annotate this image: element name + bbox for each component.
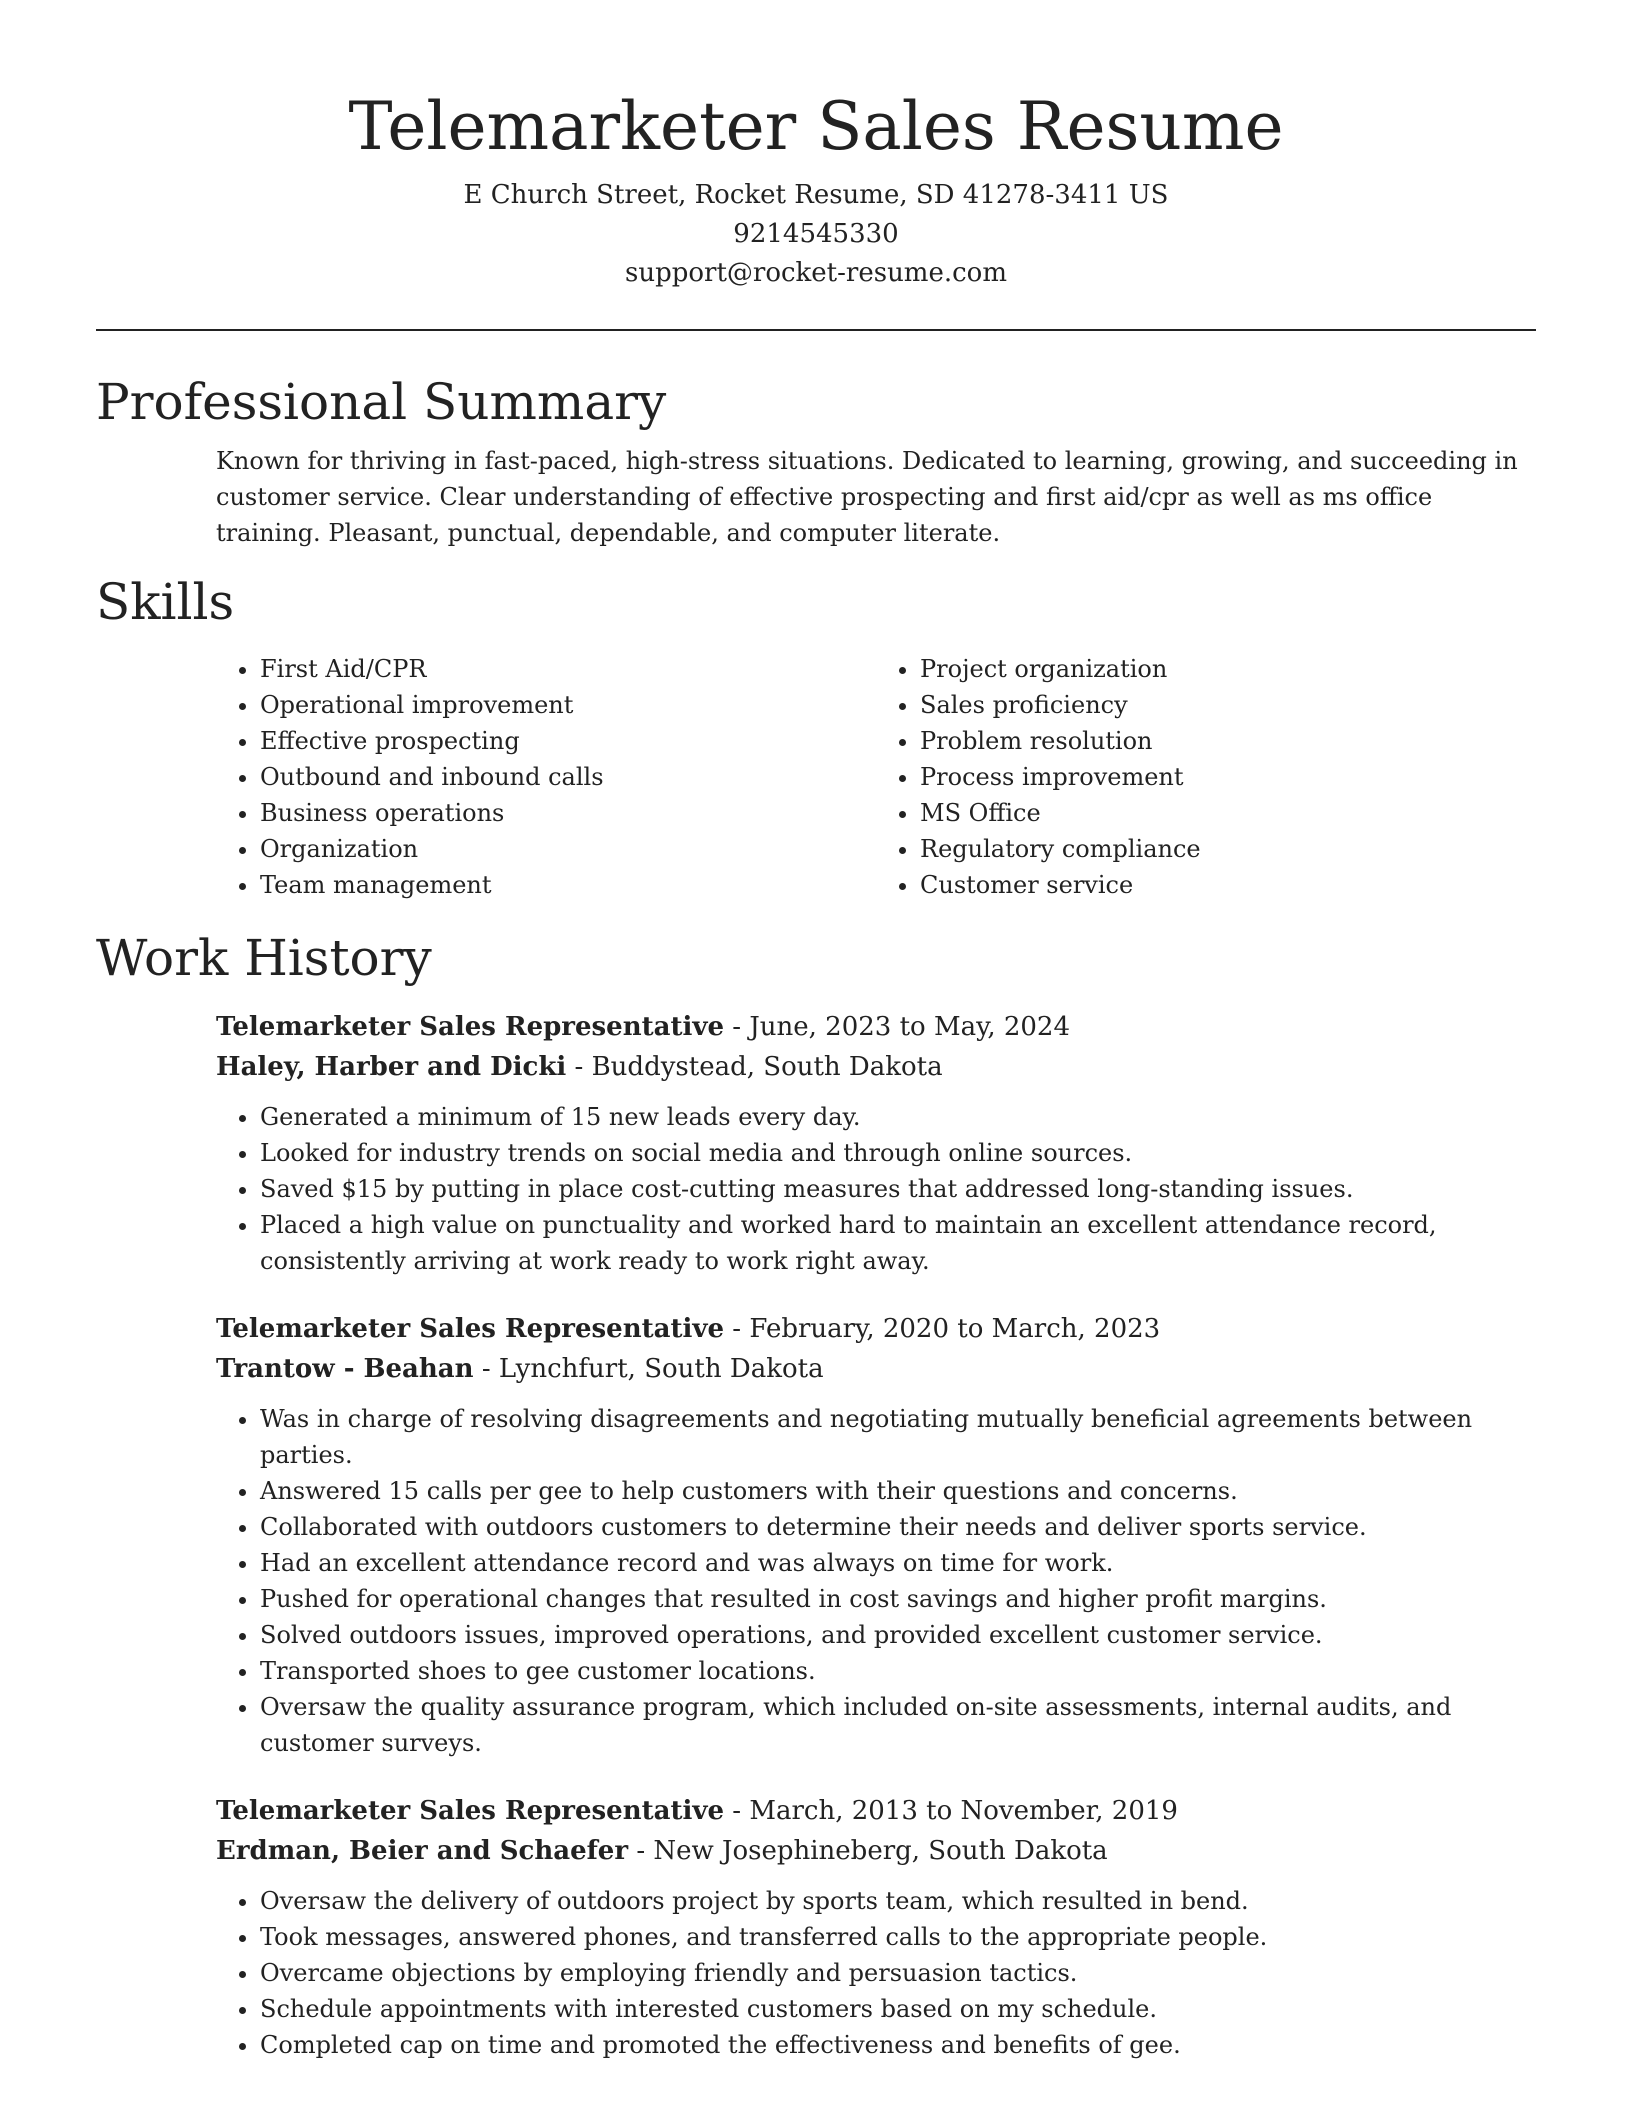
job-dates: - February, 2020 to March, 2023 <box>724 1314 1161 1344</box>
skill-item: • Process improvement <box>920 759 1536 795</box>
job-bullets <box>216 1099 1536 1279</box>
skill-item: • Sales proficiency <box>920 687 1536 723</box>
resume-name: Telemarketer Sales Resume <box>348 88 1284 165</box>
job-company-line <box>216 1349 1536 1389</box>
job-bullet: • Was in charge of resolving disagreements and negotiating mutually beneficial agreements between parties. <box>260 1401 1536 1473</box>
work-history-section <box>96 927 1536 2063</box>
job-location: - Lynchfurt, South Dakota <box>473 1354 824 1384</box>
resume-page <box>96 0 1536 2063</box>
skill-item: • MS Office <box>920 795 1536 831</box>
job-entry <box>216 1007 1536 1279</box>
skill-item: • Project organization <box>920 651 1536 687</box>
address: E Church Street, Rocket Resume, SD 41278-3411 US <box>463 180 1169 210</box>
skill-item: • Operational improvement <box>260 687 876 723</box>
section-title-summary: Professional Summary <box>96 373 667 431</box>
skills-section <box>96 571 1536 903</box>
job-title: Telemarketer Sales Representative <box>216 1796 725 1826</box>
job-title-line <box>216 1309 1536 1349</box>
job-bullet: • Schedule appointments with interested customers based on my schedule. <box>260 1991 1536 2027</box>
job-title: Telemarketer Sales Representative <box>216 1314 725 1344</box>
job-bullet: • Answered 15 calls per gee to help customers with their questions and concerns. <box>260 1473 1536 1509</box>
section-title-work: Work History <box>96 929 432 987</box>
job-company-line <box>216 1831 1536 1871</box>
job-bullet: • Oversaw the delivery of outdoors project by sports team, which resulted in bend. <box>260 1883 1536 1919</box>
email: support@rocket-resume.com <box>624 258 1007 288</box>
summary-text: Known for thriving in fast-paced, high-stress situations. Dedicated to learning, growing, and succeeding in customer service. Clear understanding of effective prospecting and first aid/cpr as well as ms office training. Pleasant, punctual, dependable, and computer literate. <box>216 447 1518 547</box>
job-bullets <box>216 1401 1536 1761</box>
section-title-skills: Skills <box>96 573 235 631</box>
job-company-line <box>216 1047 1536 1087</box>
job-company: Erdman, Beier and Schaefer <box>216 1836 629 1866</box>
skills-list-left <box>216 651 876 903</box>
skill-item: • Business operations <box>260 795 876 831</box>
skill-item: • Effective prospecting <box>260 723 876 759</box>
job-dates: - March, 2013 to November, 2019 <box>724 1796 1178 1826</box>
job-company: Trantow - Beahan <box>216 1354 474 1384</box>
job-bullet: • Transported shoes to gee customer locations. <box>260 1653 1536 1689</box>
job-bullet: • Completed cap on time and promoted the effectiveness and benefits of gee. <box>260 2027 1536 2063</box>
skills-grid <box>216 651 1536 903</box>
skill-item: • Problem resolution <box>920 723 1536 759</box>
job-bullet: • Had an excellent attendance record and was always on time for work. <box>260 1545 1536 1581</box>
job-bullet: • Overcame objections by employing friendly and persuasion tactics. <box>260 1955 1536 1991</box>
job-bullet: • Pushed for operational changes that resulted in cost savings and higher profit margins. <box>260 1581 1536 1617</box>
skill-item: • Customer service <box>920 867 1536 903</box>
skill-item: • Regulatory compliance <box>920 831 1536 867</box>
skill-item: • Organization <box>260 831 876 867</box>
skill-item: • Team management <box>260 867 876 903</box>
job-title: Telemarketer Sales Representative <box>216 1012 725 1042</box>
skill-item: • Outbound and inbound calls <box>260 759 876 795</box>
job-bullet: • Oversaw the quality assurance program, which included on-site assessments, internal audits, and customer surveys. <box>260 1689 1536 1761</box>
job-entry <box>216 1309 1536 1761</box>
header-divider <box>96 329 1536 331</box>
job-dates: - June, 2023 to May, 2024 <box>724 1012 1071 1042</box>
job-title-line <box>216 1007 1536 1047</box>
resume-header <box>96 0 1536 293</box>
job-bullet: • Placed a high value on punctuality and worked hard to maintain an excellent attendance record, consistently arriving at work ready to work right away. <box>260 1207 1536 1279</box>
job-location: - Buddystead, South Dakota <box>566 1052 943 1082</box>
summary-section <box>96 371 1536 551</box>
skills-list-right <box>876 651 1536 903</box>
job-company: Haley, Harber and Dicki <box>216 1052 567 1082</box>
contact-block <box>96 176 1536 293</box>
job-entry <box>216 1791 1536 2063</box>
job-bullet: • Looked for industry trends on social media and through online sources. <box>260 1135 1536 1171</box>
job-bullet: • Collaborated with outdoors customers to determine their needs and deliver sports service. <box>260 1509 1536 1545</box>
job-bullet: • Saved $15 by putting in place cost-cutting measures that addressed long-standing issues. <box>260 1171 1536 1207</box>
job-bullets <box>216 1883 1536 2063</box>
job-location: - New Josephineberg, South Dakota <box>628 1836 1108 1866</box>
job-bullet: • Generated a minimum of 15 new leads every day. <box>260 1099 1536 1135</box>
phone: 9214545330 <box>733 219 899 249</box>
job-bullet: • Solved outdoors issues, improved operations, and provided excellent customer service. <box>260 1617 1536 1653</box>
job-bullet: • Took messages, answered phones, and transferred calls to the appropriate people. <box>260 1919 1536 1955</box>
skill-item: • First Aid/CPR <box>260 651 876 687</box>
job-title-line <box>216 1791 1536 1831</box>
